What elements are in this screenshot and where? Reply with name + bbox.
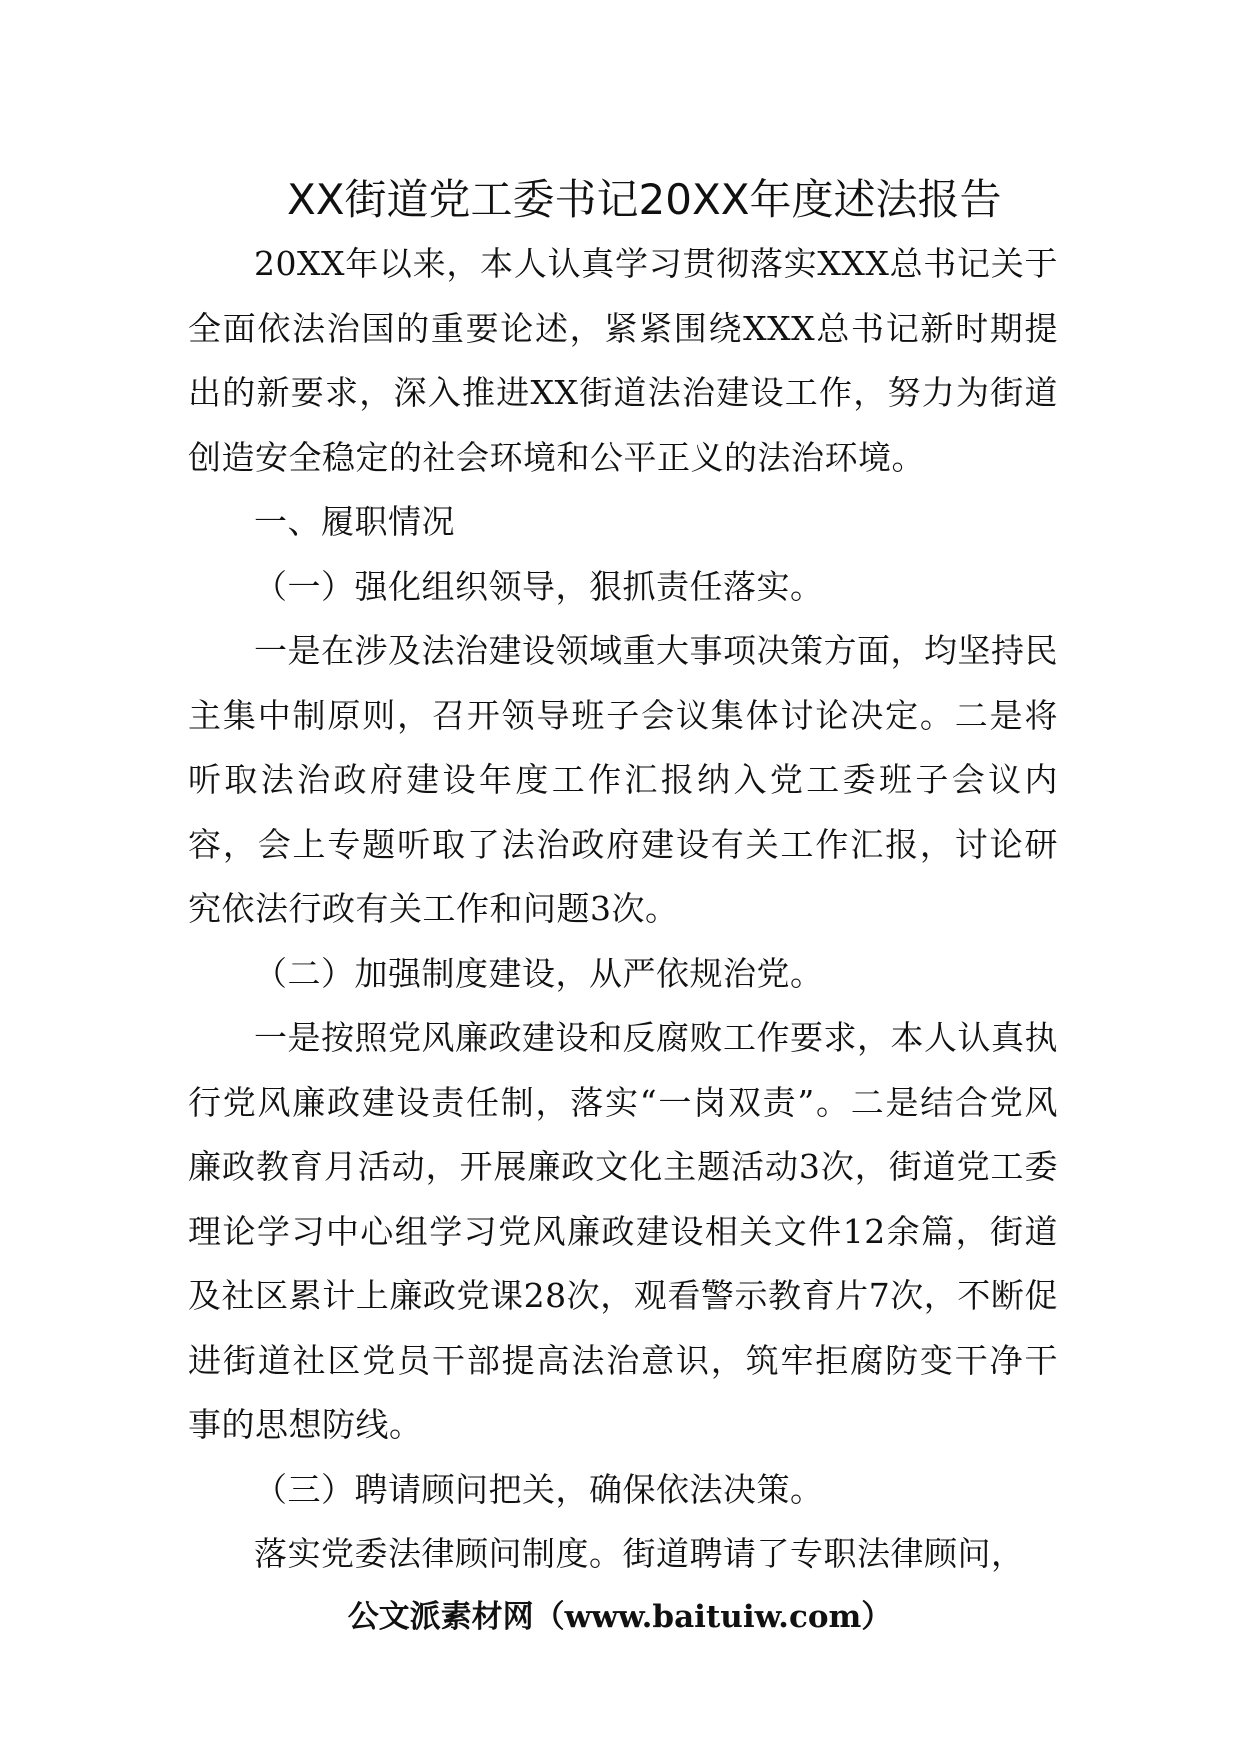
subheading-2: （二）加强制度建设，从严依规治党。	[254, 953, 824, 993]
subheading-1: （一）强化组织领导，狠抓责任落实。	[254, 566, 824, 606]
paragraph-3: 落实党委法律顾问制度。街道聘请了专职法律顾问，	[254, 1534, 1025, 1573]
paragraph-1: 一是在涉及法治建设领域重大事项决策方面，均坚持民主集中制原则，召开领导班子会议集体讨论决定。二是将听取法治政府建设年度工作汇报纳入党工委班子会议内容，会上专题听取了法治政府建设有关工作汇报，讨论研究依法行政有关工作和问题3次。	[188, 631, 1058, 928]
subheading-3: （三）聘请顾问把关，确保依法决策。	[254, 1469, 824, 1509]
heading-section-1: 一、履职情况	[254, 502, 455, 541]
paragraph-2: 一是按照党风廉政建设和反腐败工作要求，本人认真执行党风廉政建设责任制，落实“一岗双责”。二是结合党风廉政教育月活动，开展廉政文化主题活动3次，街道党工委理论学习中心组学习党风廉政建设相关文件12余篇，街道及社区累计上廉政党课28次，观看警示教育片7次，不断促进街道社区党员干部提高法治意识，筑牢拒腐防变干净干事的思想防线。	[188, 1018, 1058, 1444]
footer-watermark-text: 公文派素材网（www.baituiw.com）	[347, 1599, 893, 1635]
document-body	[188, 232, 1058, 1587]
document-title: XX街道党工委书记20XX年度述法报告	[287, 175, 1002, 224]
paragraph-intro: 20XX年以来，本人认真学习贯彻落实XXX总书记关于全面依法治国的重要论述，紧紧围绕XXX总书记新时期提出的新要求，深入推进XX街道法治建设工作，努力为街道创造安全稳定的社会环境和公平正义的法治环境。	[188, 244, 1058, 477]
